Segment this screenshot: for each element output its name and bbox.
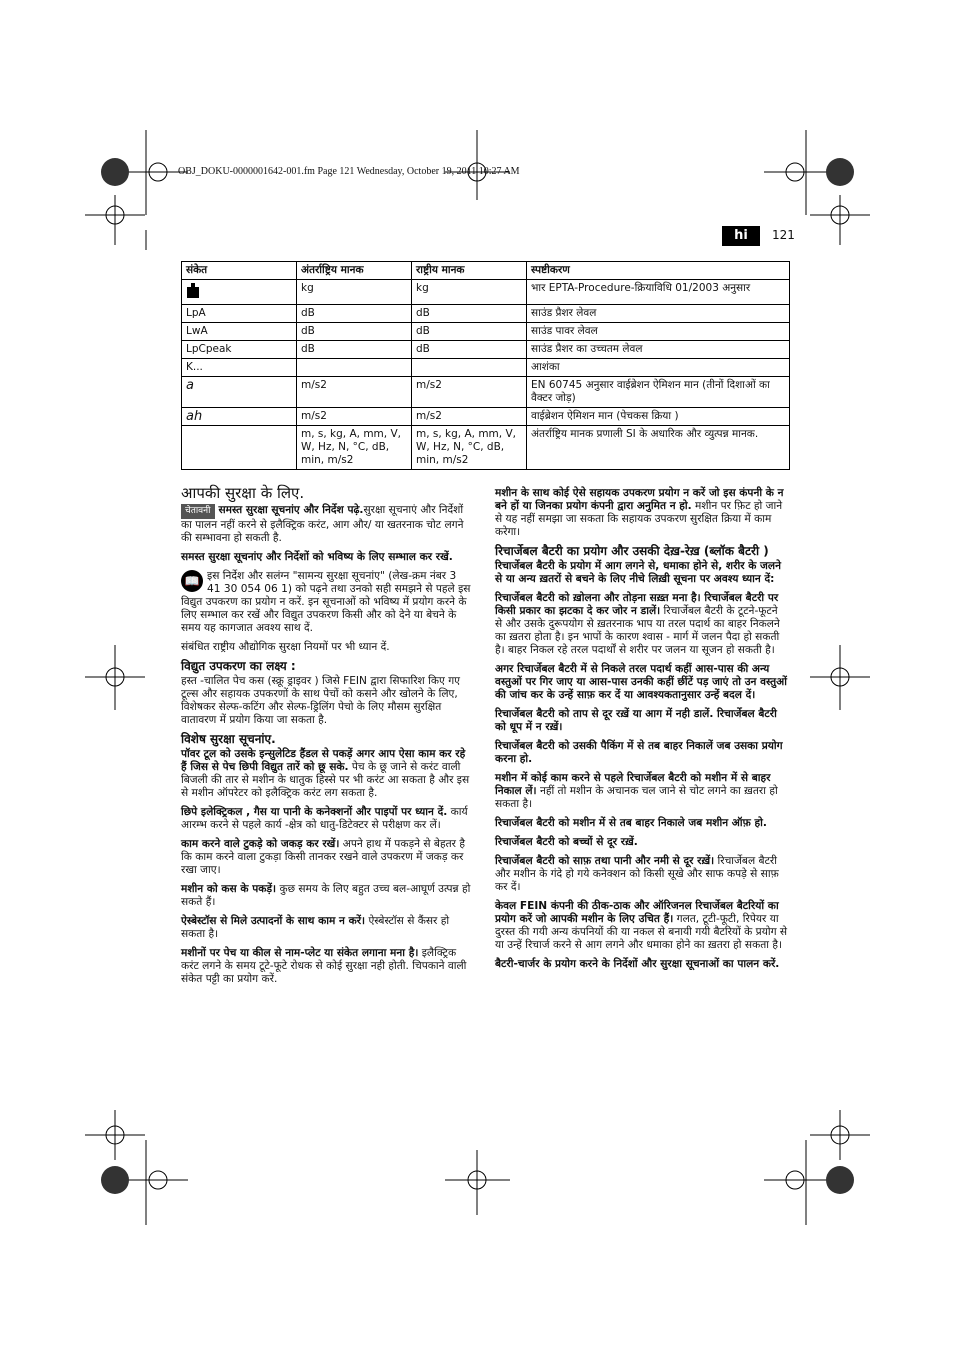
table-cell: भार EPTA-Procedure-क्रियाविधि 01/2003 अनुसार	[527, 280, 790, 305]
table-cell: a	[182, 377, 297, 408]
table-cell: m/s2	[297, 377, 412, 408]
paragraph: समस्त सुरक्षा सूचनांए और निर्देशों को भविष्य के लिए सम्भाल कर रखें.	[181, 551, 453, 563]
table-cell: LpA	[182, 305, 297, 323]
table-cell: ah	[182, 408, 297, 426]
paragraph: रिचार्जेबल बैटरी को उसकी पैकिंग में से तब बाहर निकालें जब उसका प्रयोग करना हो.	[495, 740, 783, 765]
table-header-cell: संकेत	[182, 262, 297, 280]
paragraph: केवल FEIN कंपनी की ठीक-ठाक और ऑरिजनल रिचार्जेबल बैटरियों का प्रयोग करें जो आपकी मशीन के लिए उचित हैं। गलत, टूटी-फूटी, रिपेयर या दुरस्त की गयी अन्य कंपनियों की या नकल से बनायी गयी बैटरियों के प्रयोग से या उन्हें रिचार्ज करने से आग लगने और धमाका होने का ख़तरा हो सकता है।	[495, 900, 788, 951]
weight-icon	[182, 280, 297, 305]
table-cell: m, s, kg, A, mm, V, W, Hz, N, °C, dB, min, m/s2	[412, 426, 527, 470]
section-title: आपकी सुरक्षा के लिए.	[181, 484, 305, 502]
table-header-cell: स्पष्टीकरण	[527, 262, 790, 280]
table-cell: साउंड प्रैशर का उच्चतम लेवल	[527, 341, 790, 359]
table-cell: LwA	[182, 323, 297, 341]
paragraph: रिचार्जेबल बैटरी को मशीन में से तब बाहर निकाले जब मशीन ऑफ़ हो.	[495, 817, 767, 829]
read-manual-icon: 📖	[181, 570, 203, 592]
table-cell: dB	[412, 341, 527, 359]
table-cell: kg	[297, 280, 412, 305]
paragraph: काम करने वाले टुकड़े को जकड़ कर रखें। अपने हाथ में पकड़ने से बेहतर है कि काम करने वाला टुकड़ा किसी तानकर रखने वाले उपकरण में जकड़ कर रखा जाए।	[181, 838, 465, 876]
table-cell: साउंड प्रैशर लेवल	[527, 305, 790, 323]
section-heading: विद्युत उपकरण का लक्ष्य :	[181, 659, 296, 673]
paragraph: बैटरी-चार्जर के प्रयोग करने के निर्देशों और सुरक्षा सूचनाओं का पालन करें.	[495, 958, 780, 970]
table-cell: K...	[182, 359, 297, 377]
table-cell: आशंका	[527, 359, 790, 377]
table-cell: m/s2	[412, 408, 527, 426]
paragraph: संबंधित राष्ट्रीय औद्योगिक सुरक्षा नियमों पर भी ध्यान दें.	[181, 641, 390, 653]
table-cell	[412, 359, 527, 377]
table-cell: m, s, kg, A, mm, V, W, Hz, N, °C, dB, min, m/s2	[297, 426, 412, 470]
table-cell	[297, 359, 412, 377]
paragraph: मशीन को कस के पकड़ें। कुछ समय के लिए बहुत उच्च बल-आघूर्ण उत्पन्न हो सकते हैं।	[181, 883, 471, 908]
section-heading: रिचार्जेबल बैटरी का प्रयोग और उसकी देख़-रेख़ (ब्लॉक बैटरी )	[495, 544, 769, 558]
table-row	[182, 280, 790, 305]
paragraph: 📖 इस निर्देश और सलंग्न "सामन्य सुरक्षा सूचनांए" (लेख-क्रम नंबर 3 41 30 054 06 1) को पढ़ने तथा उनको सही समझने से पहले इस विद्युत उपकरण का प्रयोग न करें. इन सूचनाओं को भविष्य में प्रयोग करने के लिए सम्भाल कर रखें और विद्युत उपकरण किसी और को देने या बेचने के समय यह कागजात अवश्य साथ दें.	[181, 570, 471, 634]
left-column	[181, 484, 473, 992]
table-row	[182, 359, 790, 377]
table-row	[182, 323, 790, 341]
table-header-cell: राष्ट्रीय मानक	[412, 262, 527, 280]
page-number: 121	[772, 228, 795, 242]
table-cell: वाईब्रेशन ऐमिशन मान (पेचकस क्रिया )	[527, 408, 790, 426]
table-cell: m/s2	[412, 377, 527, 408]
table-row	[182, 426, 790, 470]
table-cell: kg	[412, 280, 527, 305]
file-header: OBJ_DOKU-0000001642-001.fm Page 121 Wednesday, October 19, 2011 10:27 AM	[178, 166, 520, 177]
table-row	[182, 377, 790, 408]
table-row	[182, 305, 790, 323]
table-cell: EN 60745 अनुसार वाईब्रेशन ऐमिशन मान (तीनों दिशाओं का वैक्टर जोड़)	[527, 377, 790, 408]
paragraph: मशीन के साथ कोई ऐसे सहायक उपकरण प्रयोग न करें जो इस कंपनी के न बने हों या जिनका प्रयोग कंपनी द्वारा अनुमित न हो. मशीन पर फ़िट हो जाने से यह नहीं समझा जा सकता कि सहायक उपकरण सुरक्षित क्रिया में काम करेगा।	[495, 487, 784, 538]
paragraph: हस्त -चालित पेच कस (स्क्रू ड्राइवर ) जिसे FEIN द्वारा सिफारिश किए गए टूल्स और सहायक उपकरणों के साथ पेचों को कसने और खोलने के लिए, विशेषकर सेल्फ-कटिंग और सेल्फ-ड्रिलिंग पेचो के लिए मौसम सुरक्षित वातावरण में प्रयोग किया जा सकता है.	[181, 675, 461, 726]
warning-badge: चेतावनी	[181, 504, 215, 519]
table-cell	[182, 426, 297, 470]
table-cell: dB	[412, 305, 527, 323]
language-badge: hi	[722, 226, 760, 246]
table-cell: m/s2	[297, 408, 412, 426]
table-header-row	[182, 262, 790, 280]
paragraph: रिचार्जेबल बैटरी को ख़ोलना और तोड़ना सख़्त मना है। रिचार्जेबल बैटरी पर किसी प्रकार का झटका दे कर जोर न डालें। रिचार्जेबल बैटरी के टूटने-फूटने से और उसके दुरूपयोग से ख़तरनाक भाप या तरल पदार्थ का बाहर निकलने का ख़तरा होता है। इन भापों के कारण श्वास - मार्ग में जलन पैदा हो सकती है। बाहर निकल रहे तरल पदार्थों से शरीर पर जलन या सूजन हो सकती है।	[495, 592, 780, 656]
paragraph: ऐस्बेस्टॉस से मिले उत्पादनों के साथ काम न करें। ऐस्बेस्टॉस से कैंसर हो सकता है।	[181, 915, 450, 940]
paragraph: छिपे इलेक्ट्रिकल , गैस या पानी के कनेक्शनों और पाइपों पर ध्यान दें. कार्य आरम्भ करने से पहले कार्य -क्षेत्र को धातु-डिटेक्टर से परीक्षण कर लें।	[181, 806, 468, 831]
table-cell: dB	[297, 341, 412, 359]
right-column	[495, 487, 788, 977]
paragraph: अगर रिचार्जेबल बैटरी में से निकले तरल पदार्थ कहीं आस-पास की अन्य वस्तुओं पर गिर जाए या आस-पास उनकी कहीं छींटें पड़ जाएं तो उन वस्तुओं की जांच कर के उन्हें साफ़ कर दें या आवश्यकतानुसार उन्हें बदल दें।	[495, 663, 787, 701]
table-cell: अंतर्राष्ट्रिय मानक प्रणाली SI के अधारिक और व्युत्पन्न मानक.	[527, 426, 790, 470]
table-row	[182, 408, 790, 426]
paragraph: रिचार्जेबल बैटरी को साफ़ तथा पानी और नमी से दूर रख़ें। रिचार्जेबल बैटरी और मशीन के गंदे हो गये कनेक्शन को किसी सूखे और साफ कपड़े से साफ़ कर दें।	[495, 855, 779, 893]
table-cell: dB	[297, 323, 412, 341]
paragraph: रिचार्जेबल बैटरी को बच्चों से दूर रख़ें.	[495, 836, 638, 848]
paragraph: रिचार्जेबल बैटरी के प्रयोग में आग लगने से, धमाका होने से, शरीर के जलने से या अन्य ख़तरों से बचने के लिए नीचे लिख़ी सूचना पर अवश्य ध्यान दें:	[495, 560, 781, 585]
paragraph: रिचार्जेबल बैटरी को ताप से दूर रख़ें या आग में नही डालें. रिचार्जेबल बैटरी को धूप में न रख़ें।	[495, 708, 777, 733]
paragraph: पॉवर टूल को उसके इन्सुलेटिड हैंडल से पकड़ें अगर आप ऐसा काम कर रहे हैं जिस से पेच छिपी विद्युत तारें को छू सके. पेच के छू जाने से करंट वाली बिजली की तार से मशीन के धातुक हिस्से पर भी करंट आ सकता है और इस से मशीन ऑपरेटर को इलैक्ट्रिक करंट लग सकता है.	[181, 748, 470, 799]
table-cell: dB	[412, 323, 527, 341]
paragraph: मशीन में कोई काम करने से पहले रिचार्जेबल बैटरी को मशीन में से बाहर निकाल लें। नहीं तो मशीन के अचानक चल जाने से चोट लगने का ख़तरा हो सकता है।	[495, 772, 778, 810]
table-cell: साउंड पावर लेवल	[527, 323, 790, 341]
section-heading: विशेष सुरक्षा सूचनांए.	[181, 732, 276, 746]
symbol-table	[181, 261, 790, 470]
paragraph: मशीनों पर पेच या कील से नाम-प्लेट या संकेत लगाना मना है। इलैक्ट्रिक करंट लगने के समय टूटे-फूटे रोधक से कोई सुरक्षा नही होती. चिपकाने वाली संकेत पट्टी का प्रयोग करें.	[181, 947, 467, 985]
table-cell: dB	[297, 305, 412, 323]
table-header-cell: अंतर्राष्ट्रिय मानक	[297, 262, 412, 280]
table-cell: LpCpeak	[182, 341, 297, 359]
paragraph: चेतावनी समस्त सुरक्षा सूचनांए और निर्देश पढ़े.सुरक्षा सूचनाएं और निर्देशों का पालन नहीं करने से इलैक्ट्रिक करंट, आग और/ या खतरनाक चोट लगने की सम्भावना हो सकती है.	[181, 504, 464, 544]
table-row	[182, 341, 790, 359]
